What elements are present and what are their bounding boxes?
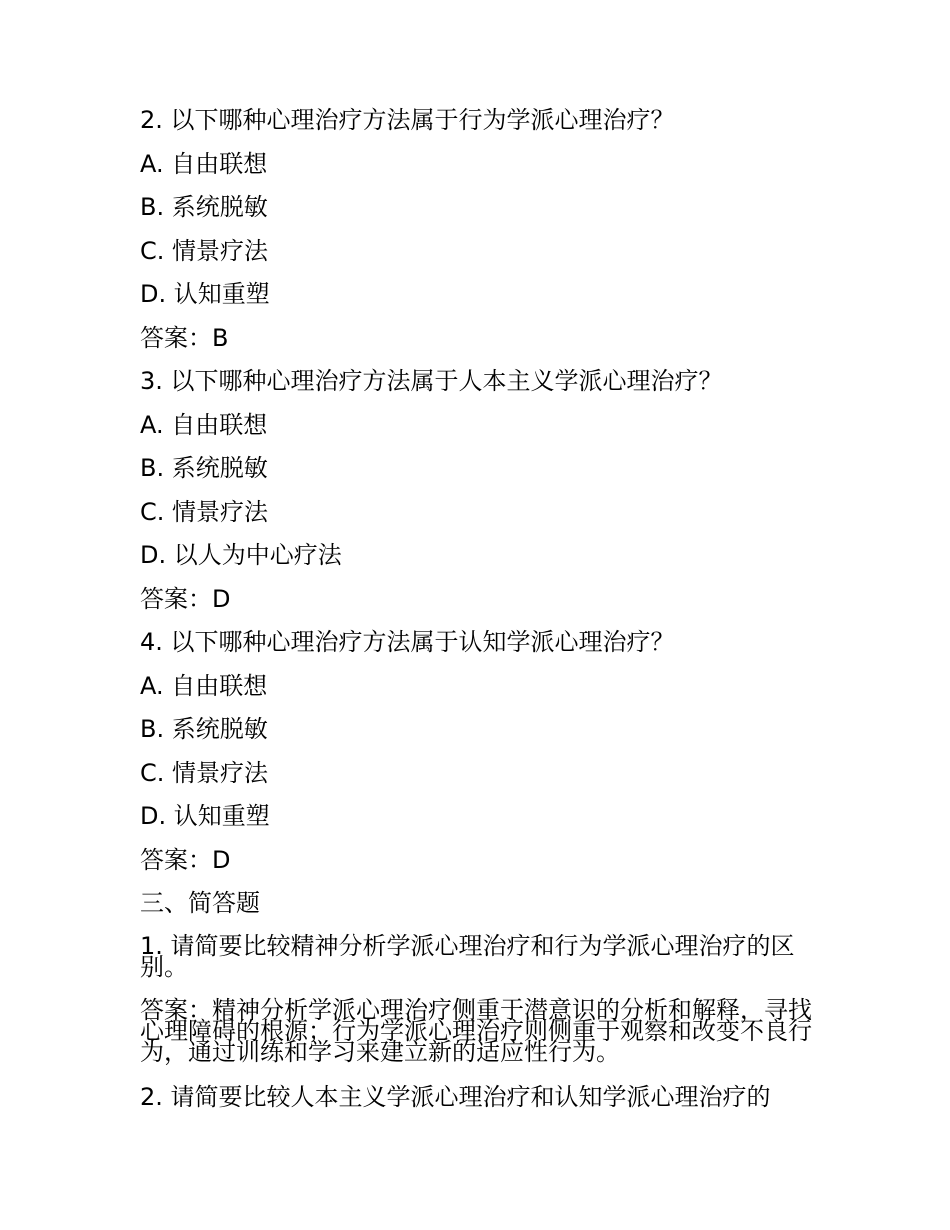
short-answer-1-answer: 答案：精神分析学派心理治疗侧重于潜意识的分析和解释，寻找心理障碍的根源；行为学派心理治疗则侧重于观察和改变不良行为，通过训练和学习来建立新的适应性行为。 [140,996,812,1066]
question-3-option-d: D. 以人为中心疗法 [140,541,342,569]
question-3-option-b: B. 系统脱敏 [140,454,268,482]
question-3-answer: 答案：D [140,585,231,613]
short-answer-2-question: 2. 请简要比较人本主义学派心理治疗和认知学派心理治疗的 [140,1083,771,1111]
section-heading: 三、简答题 [140,889,260,917]
question-2-option-d: D. 认知重塑 [140,280,270,308]
question-2-text: 2. 以下哪种心理治疗方法属于行为学派心理治疗？ [140,106,675,134]
question-4-text: 4. 以下哪种心理治疗方法属于认知学派心理治疗？ [140,628,675,656]
question-3-option-c: C. 情景疗法 [140,498,269,526]
question-4-option-d: D. 认知重塑 [140,802,270,830]
question-4-option-b: B. 系统脱敏 [140,715,268,743]
question-3-option-a: A. 自由联想 [140,411,268,439]
question-4-option-c: C. 情景疗法 [140,759,269,787]
question-2-option-b: B. 系统脱敏 [140,193,268,221]
question-2-answer: 答案：B [140,324,229,352]
question-3-text: 3. 以下哪种心理治疗方法属于人本主义学派心理治疗？ [140,367,723,395]
question-4-option-a: A. 自由联想 [140,672,268,700]
question-2-option-c: C. 情景疗法 [140,237,269,265]
question-4-answer: 答案：D [140,846,231,874]
question-2-option-a: A. 自由联想 [140,150,268,178]
short-answer-1-question: 1. 请简要比较精神分析学派心理治疗和行为学派心理治疗的区别。 [140,932,795,981]
